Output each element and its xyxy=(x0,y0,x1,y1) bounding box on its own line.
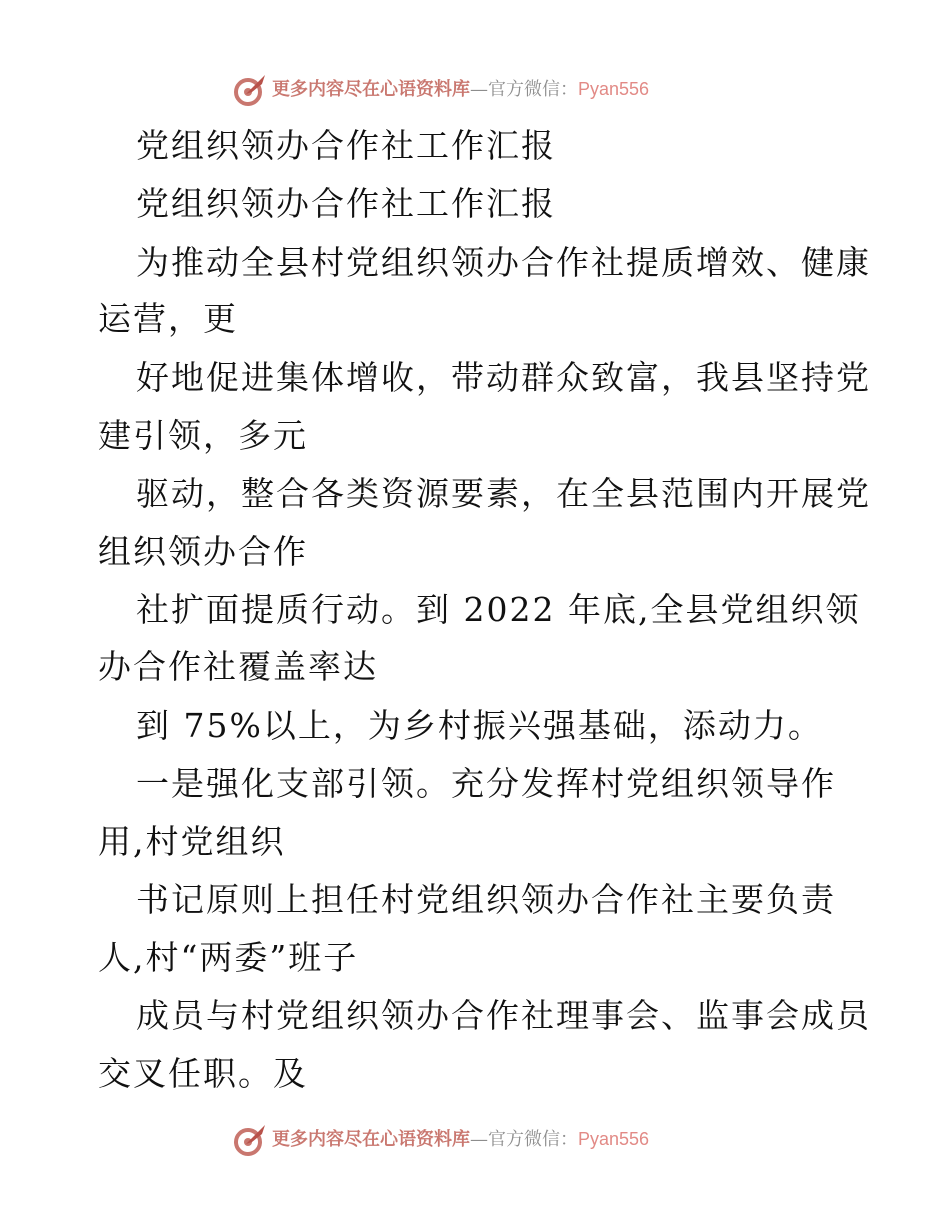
banner-wechat-label: 官方微信： xyxy=(488,79,578,100)
doc-text-line: 建引领，多元 xyxy=(98,416,308,455)
doc-title-line: 党组织领办合作社工作汇报 xyxy=(136,126,556,165)
doc-text-line: 人,村“两委”班子 xyxy=(98,938,359,977)
banner-wechat-id: Pyan556 xyxy=(578,79,650,99)
quill-logo-icon xyxy=(232,1122,268,1158)
doc-text-line: 一是强化支部引领。充分发挥村党组织领导作 xyxy=(136,764,836,803)
doc-text-line: 为推动全县村党组织领办合作社提质增效、健康 xyxy=(136,243,871,282)
doc-text-line: 书记原则上担任村党组织领办合作社主要负责 xyxy=(136,880,836,919)
footer-banner xyxy=(0,1120,950,1160)
doc-text-line: 好地促进集体增收，带动群众致富，我县坚持党 xyxy=(136,358,871,397)
doc-text-line: 成员与村党组织领办合作社理事会、监事会成员 xyxy=(136,996,871,1035)
header-banner xyxy=(0,70,950,110)
doc-text-line: 驱动，整合各类资源要素，在全县范围内开展党 xyxy=(136,474,871,513)
banner-wechat-id: Pyan556 xyxy=(578,1129,650,1149)
doc-title-line: 党组织领办合作社工作汇报 xyxy=(136,184,556,223)
banner-title: 更多内容尽在心语资料库 xyxy=(272,79,470,100)
banner-separator: — xyxy=(470,79,488,100)
banner-separator: — xyxy=(470,1129,488,1150)
banner-text xyxy=(272,77,649,102)
quill-logo-icon xyxy=(232,72,268,108)
banner-wechat-label: 官方微信： xyxy=(488,1129,578,1150)
doc-text-line: 运营，更 xyxy=(98,299,238,338)
doc-text-line: 组织领办合作 xyxy=(98,532,308,571)
doc-text-line: 交叉任职。及 xyxy=(98,1054,308,1093)
doc-text-line: 到 75%以上，为乡村振兴强基础，添动力。 xyxy=(136,706,823,745)
doc-text-line: 办合作社覆盖率达 xyxy=(98,647,378,686)
banner-title: 更多内容尽在心语资料库 xyxy=(272,1129,470,1150)
banner-text xyxy=(272,1127,649,1152)
doc-text-line: 用,村党组织 xyxy=(98,822,286,861)
doc-text-line: 社扩面提质行动。到 2022 年底,全县党组织领 xyxy=(136,590,861,629)
